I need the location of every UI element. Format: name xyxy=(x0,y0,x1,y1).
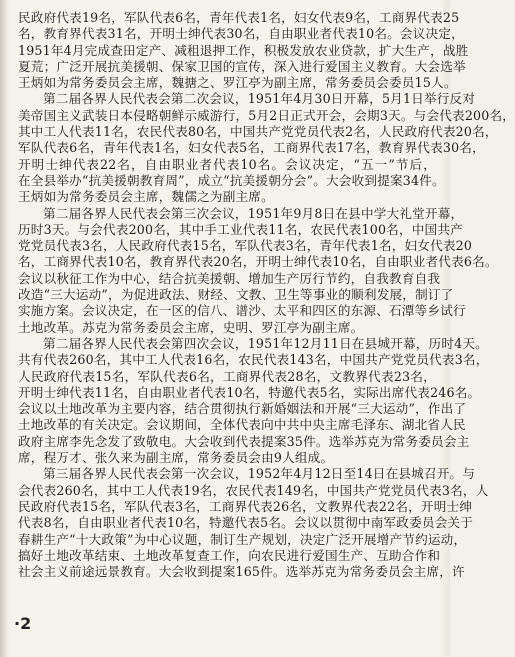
text-line: 美帝国主义武装日本侵略朝鲜示威游行，5月2日正式开会，会期3天。与会代表200名， xyxy=(18,107,515,123)
text-line: 其中工人代表11名，农民代表80名，中国共产党党员代表2名，人民政府代表20名， xyxy=(18,124,498,140)
text-line: 会代表260名，其中工人代表19名，农民代表149名，中国共产党党员代表3名，人 xyxy=(18,482,489,498)
body-text xyxy=(18,10,515,580)
text-line: 开明士绅代表22名，自由职业者代表10名。会议决定，“五一”节后， xyxy=(18,156,436,172)
text-line: 改造“三大运动”，为促进政法、财经、文教、卫生等事业的顺利发展，制订了 xyxy=(18,287,454,303)
text-line: 王炳如为常务委员会主席，魏搪之、罗江亭为副主席，常务委员会委员15人。 xyxy=(18,75,457,91)
text-line: 会议以土地改革为主要内容，结合贯彻执行新婚姻法和开展“三大运动”，作出了 xyxy=(18,401,467,417)
text-line: 名，工商界代表10名，教育界代表20名，开明士绅代表10名，自由职业者代表6名。 xyxy=(18,254,498,270)
text-line: 民政府代表15名，军队代表3名，工商界代表26名，文教界代表22名，开明士绅 xyxy=(18,498,473,514)
text-line: 党党员代表3名，人民政府代表15名，军队代表3名，青年代表1名，妇女代表20 xyxy=(18,238,473,254)
page-number: ·2 xyxy=(14,614,32,633)
paragraph xyxy=(18,466,489,580)
text-line: 政府主席李先念发了致敬电。大会收到代表提案35件。选举苏克为常务委员会主 xyxy=(18,433,470,449)
text-line: 实施方案。会议决定，在一区的信八、谱沙、太平和四区的东源、石潭等乡试行 xyxy=(18,303,466,319)
text-line: 土地改革。苏克为常务委员会主席，史明、罗江亭为副主席。 xyxy=(18,319,364,335)
text-line: 1951年4月完成查田定产、减租退押工作，积极发放农业贷款，扩大生产，战胜 xyxy=(18,42,469,58)
text-line: 第三届各界人民代表会第一次会议，1952年4月12日至14日在县城召开。与 xyxy=(43,466,476,482)
text-line: 开明士绅代表11名，自由职业者代表10名，特邀代表5名，实际出席代表246名。 xyxy=(18,384,481,400)
text-line: 社会主义前途远景教育。大会收到提案165件。选举苏克为常务委员会主席，许 xyxy=(18,564,465,580)
paragraph xyxy=(18,335,489,466)
text-line: 名，教育界代表31名，开明士绅代表30名，自由职业者代表10名。会议决定， xyxy=(18,26,464,42)
text-line: 会议以秋征工作为中心，结合抗美援朝、增加生产厉行节约，自我教育自我 xyxy=(18,270,441,286)
text-line: 第二届各界人民代表会第二次会议，1951年4月30日开幕，5月1日举行反对 xyxy=(43,91,476,107)
paragraph xyxy=(18,205,498,336)
text-line: 军队代表6名，青年代表1名，妇女代表5名，工商界代表17名，教育界代表30名， xyxy=(18,140,485,156)
text-line: 在全县举办“抗美援朝教育周”，成立“抗美援朝分会”。大会收到提案34件。 xyxy=(18,172,445,188)
text-line: 第二届各界人民代表会第三次会议，1951年9月8日在县中学大礼堂开幕， xyxy=(43,205,464,221)
text-line: 春耕生产“十大政策”为中心议题，制订生产规划，决定广泛开展增产节约运动， xyxy=(18,531,467,547)
text-line: 人民政府代表15名，军队代表6名，工商界代表28名，文教界代表23名， xyxy=(18,368,436,384)
text-line: 第二届各界人民代表会第四次会议，1951年12月11日在县城开幕，历时4天。 xyxy=(43,335,488,351)
text-line: 土地改革的有关决定。会议期间，全体代表向中共中央主席毛泽东、湖北省人民 xyxy=(18,417,466,433)
text-line: 共有代表260名，其中工人代表16名，农民代表143名，中国共产党党员代表3名， xyxy=(18,352,489,368)
paragraph xyxy=(18,10,469,91)
text-line: 王炳如为常务委员会主席，魏儒之为副主席。 xyxy=(18,189,274,205)
text-line: 民政府代表19名，军队代表6名，青年代表1名，妇女代表9名，工商界代表25 xyxy=(18,10,460,25)
spine-shadow xyxy=(0,0,8,657)
text-line: 夏荒；广泛开展抗美援朝、保家卫国的宣传，深入进行爱国主义教育。大会选举 xyxy=(18,58,466,74)
paragraph xyxy=(18,91,515,205)
text-line: 代表8名，自由职业者代表10名，特邀代表5名。会议以贯彻中南军政委员会关于 xyxy=(18,515,474,531)
text-line: 席，程万才、张久来为副主席，常务委员会由9人组成。 xyxy=(18,450,334,466)
text-line: 历时3天。与会代表200名，其中手工业代表11名，农民代表100名，中国共产 xyxy=(18,221,463,237)
text-line: 搞好土地改革结束、土地改革复查工作，向农民进行爱国生产、互助合作和 xyxy=(18,547,441,563)
